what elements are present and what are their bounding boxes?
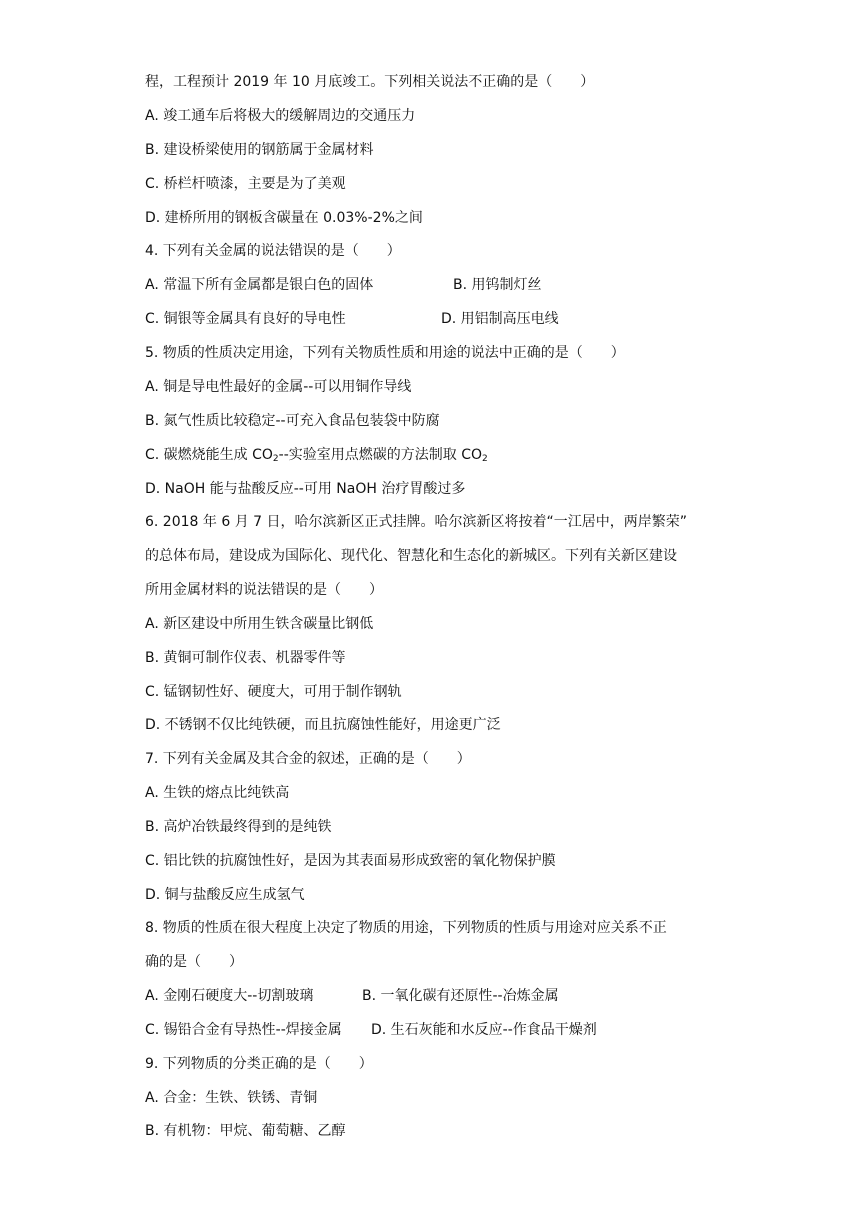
q8-option-a: A. 金刚石硬度大--切割玻璃 bbox=[145, 988, 314, 1004]
question-9-stem: 9. 下列物质的分类正确的是（ ） bbox=[145, 1056, 373, 1072]
q4-option-b: B. 用钨制灯丝 bbox=[453, 277, 542, 293]
q6-option-b: B. 黄铜可制作仪表、机器零件等 bbox=[145, 650, 346, 666]
q5-option-a: A. 铜是导电性最好的金属--可以用铜作导线 bbox=[145, 379, 412, 395]
q3-option-d: D. 建桥所用的钢板含碳量在 0.03%-2%之间 bbox=[145, 210, 423, 226]
q8-option-d: D. 生石灰能和水反应--作食品干燥剂 bbox=[371, 1022, 597, 1038]
q5-option-c-part2: --实验室用点燃碳的方法制取 CO bbox=[278, 447, 483, 463]
q4-option-d: D. 用铝制高压电线 bbox=[441, 311, 559, 327]
q4-option-a: A. 常温下所有金属都是银白色的固体 bbox=[145, 277, 374, 293]
q6-option-c: C. 锰钢韧性好、硬度大，可用于制作钢轨 bbox=[145, 684, 402, 700]
q9-option-b: B. 有机物：甲烷、葡萄糖、乙醇 bbox=[145, 1123, 346, 1139]
question-4-stem: 4. 下列有关金属的说法错误的是（ ） bbox=[145, 243, 401, 259]
q6-option-a: A. 新区建设中所用生铁含碳量比钢低 bbox=[145, 616, 374, 632]
q8-option-c: C. 锡铅合金有导热性--焊接金属 bbox=[145, 1022, 342, 1038]
q5-option-c-part1: C. 碳燃烧能生成 CO bbox=[145, 447, 273, 463]
question-5-stem: 5. 物质的性质决定用途，下列有关物质性质和用途的说法中正确的是（ ） bbox=[145, 345, 625, 361]
q7-option-a: A. 生铁的熔点比纯铁高 bbox=[145, 785, 290, 801]
q5-option-c bbox=[145, 446, 488, 464]
q9-option-a: A. 合金：生铁、铁锈、青铜 bbox=[145, 1090, 318, 1106]
q6-option-d: D. 不锈钢不仅比纯铁硬，而且抗腐蚀性能好，用途更广泛 bbox=[145, 717, 501, 733]
question-6-stem-line2: 的总体布局，建设成为国际化、现代化、智慧化和生态化的新城区。下列有关新区建设 bbox=[145, 548, 677, 564]
question-6-stem-line1: 6. 2018 年 6 月 7 日，哈尔滨新区正式挂牌。哈尔滨新区将按着“一江居中，两岸繁荣” bbox=[145, 514, 688, 530]
q3-option-c: C. 桥栏杆喷漆，主要是为了美观 bbox=[145, 176, 346, 192]
question-6-stem-line3: 所用金属材料的说法错误的是（ ） bbox=[145, 582, 383, 598]
q5-option-b: B. 氮气性质比较稳定--可充入食品包装袋中防腐 bbox=[145, 413, 440, 429]
q7-option-b: B. 高炉冶铁最终得到的是纯铁 bbox=[145, 819, 332, 835]
question-3-stem-tail: 程，工程预计 2019 年 10 月底竣工。下列相关说法不正确的是（ ） bbox=[145, 74, 595, 90]
question-8-stem-line2: 确的是（ ） bbox=[145, 954, 243, 970]
q5-option-d: D. NaOH 能与盐酸反应--可用 NaOH 治疗胃酸过多 bbox=[145, 481, 466, 497]
q4-option-c: C. 铜银等金属具有良好的导电性 bbox=[145, 311, 346, 327]
q3-option-b: B. 建设桥梁使用的钢筋属于金属材料 bbox=[145, 142, 374, 158]
question-7-stem: 7. 下列有关金属及其合金的叙述，正确的是（ ） bbox=[145, 751, 471, 767]
q7-option-d: D. 铜与盐酸反应生成氢气 bbox=[145, 887, 305, 903]
question-8-stem-line1: 8. 物质的性质在很大程度上决定了物质的用途，下列物质的性质与用途对应关系不正 bbox=[145, 920, 667, 936]
q5-option-c-sub1: 2 bbox=[272, 454, 279, 464]
q5-option-c-sub2: 2 bbox=[482, 454, 488, 464]
q8-option-b: B. 一氧化碳有还原性--冶炼金属 bbox=[362, 988, 559, 1004]
q7-option-c: C. 铝比铁的抗腐蚀性好，是因为其表面易形成致密的氧化物保护膜 bbox=[145, 853, 556, 869]
q3-option-a: A. 竣工通车后将极大的缓解周边的交通压力 bbox=[145, 108, 416, 124]
